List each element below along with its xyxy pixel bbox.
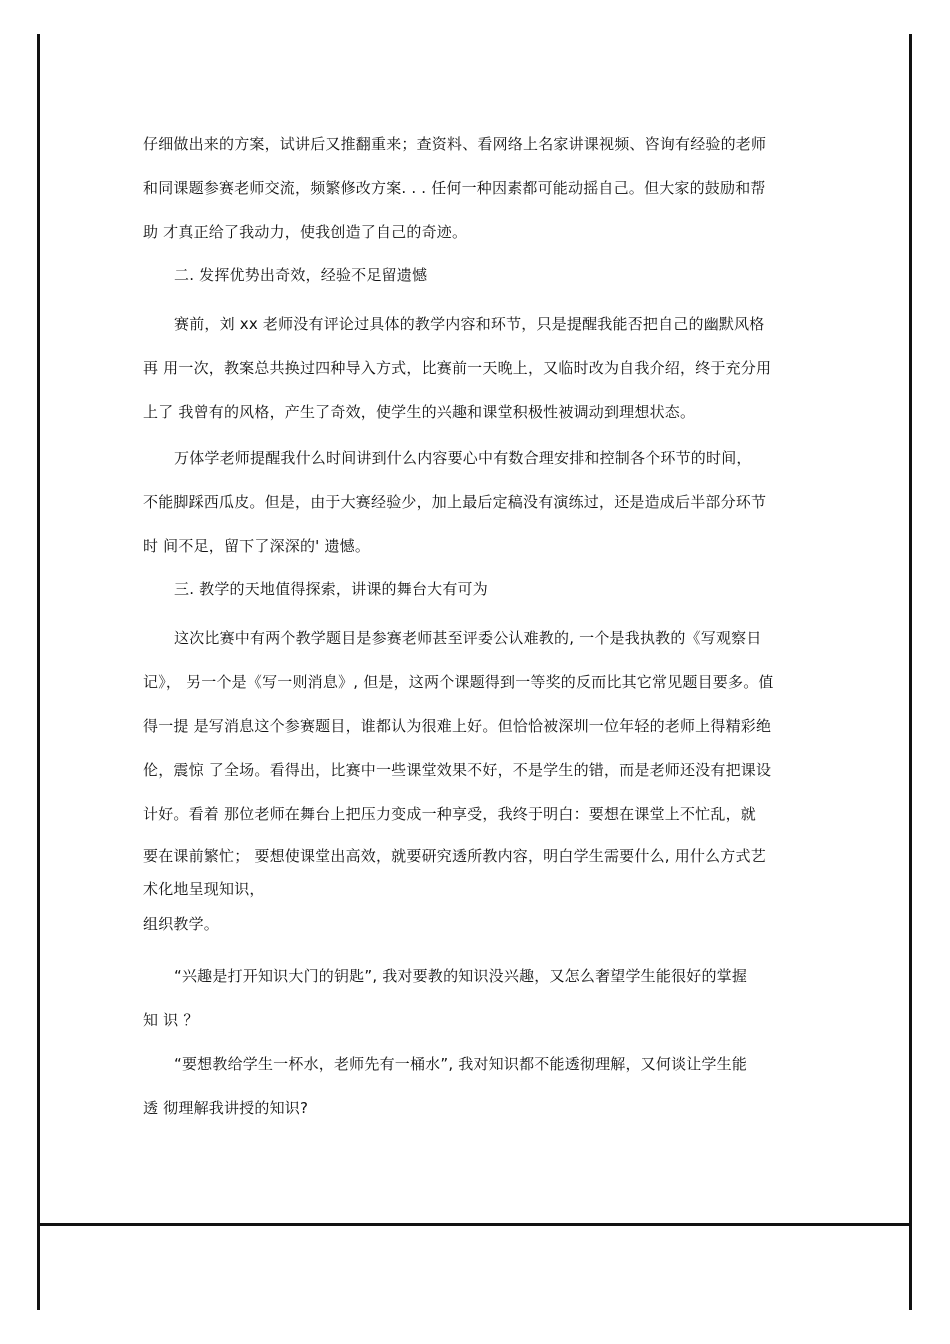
page-border-right — [909, 34, 912, 1310]
paragraph-humor-style — [143, 302, 811, 434]
text-line: “要想教给学生一杯水，老师先有一桶水”, 我对知识都不能透彻理解，又何谈让学生能 — [174, 1055, 748, 1073]
text-line: 万体学老师提醒我什么时间讲到什么内容要心中有数合理安排和控制各个环节的时间， — [174, 449, 752, 467]
section-heading-2: 二. 发挥优势出奇效，经验不足留遗憾 — [174, 266, 428, 284]
text-line: 知 识 ？ — [143, 1011, 199, 1029]
text-line: 记》， 另一个是《写一则消息》, 但是，这两个课题得到一等奖的反而比其它常见题目要多。值 — [143, 673, 774, 691]
paragraph-interest-key — [143, 954, 811, 1042]
section-heading-3: 三. 教学的天地值得探索，讲课的舞台大有可为 — [174, 580, 488, 598]
paragraph-time-management — [143, 436, 811, 568]
text-line: 透 彻理解我讲授的知识? — [143, 1099, 309, 1117]
text-line: 不能脚踩西瓜皮。但是，由于大赛经验少，加上最后定稿没有演练过，还是造成后半部分环节 — [143, 493, 767, 511]
text-line: 仔细做出来的方案，试讲后又推翻重来；查资料、看网络上名家讲课视频、咨询有经验的老师 — [143, 135, 767, 153]
text-line: 术化地呈现知识， — [143, 880, 265, 898]
text-line: 时 间不足，留下了深深的' 遗憾。 — [143, 537, 371, 555]
document-body — [143, 122, 811, 1130]
text-line: 计好。看着 那位老师在舞台上把压力变成一种享受，我终于明白：要想在课堂上不忙乱，就 — [143, 805, 756, 823]
paragraph-bucket-of-water — [143, 1042, 811, 1130]
page-border-left — [37, 34, 40, 1310]
text-line: 组织教学。 — [143, 915, 220, 933]
text-line: 助 才真正给了我动力，使我创造了自己的奇迹。 — [143, 223, 468, 241]
text-line: 上了 我曾有的风格，产生了奇效，使学生的兴趣和课堂积极性被调动到理想状态。 — [143, 403, 696, 421]
text-line: “兴趣是打开知识大门的钥匙”, 我对要教的知识没兴趣，又怎么奢望学生能很好的掌握 — [174, 967, 748, 985]
paragraph-difficult-topics — [143, 616, 811, 946]
text-line: 这次比赛中有两个教学题目是参赛老师甚至评委公认难教的, 一个是我执教的《写观察日 — [174, 629, 762, 647]
text-line: 要在课前繁忙； 要想使课堂出高效，就要研究透所教内容，明白学生需要什么, 用什么方式艺 — [143, 847, 766, 865]
text-line: 赛前，刘 xx 老师没有评论过具体的教学内容和环节，只是提醒我能否把自己的幽默风格 — [174, 315, 765, 333]
text-line: 再 用一次，教案总共换过四种导入方式，比赛前一天晚上，又临时改为自我介绍，终于充分用 — [143, 359, 772, 377]
page-border-bottom — [37, 1223, 912, 1226]
text-line: 得一提 是写消息这个参赛题目，谁都认为很难上好。但恰恰被深圳一位年轻的老师上得精彩绝 — [143, 717, 772, 735]
text-line: 伦，震惊 了全场。看得出，比赛中一些课堂效果不好，不是学生的错，而是老师还没有把课设 — [143, 761, 772, 779]
paragraph-preparation — [143, 122, 811, 254]
text-line: 和同课题参赛老师交流，频繁修改方案. . . 任何一种因素都可能动摇自己。但大家的鼓励和帮 — [143, 179, 766, 197]
